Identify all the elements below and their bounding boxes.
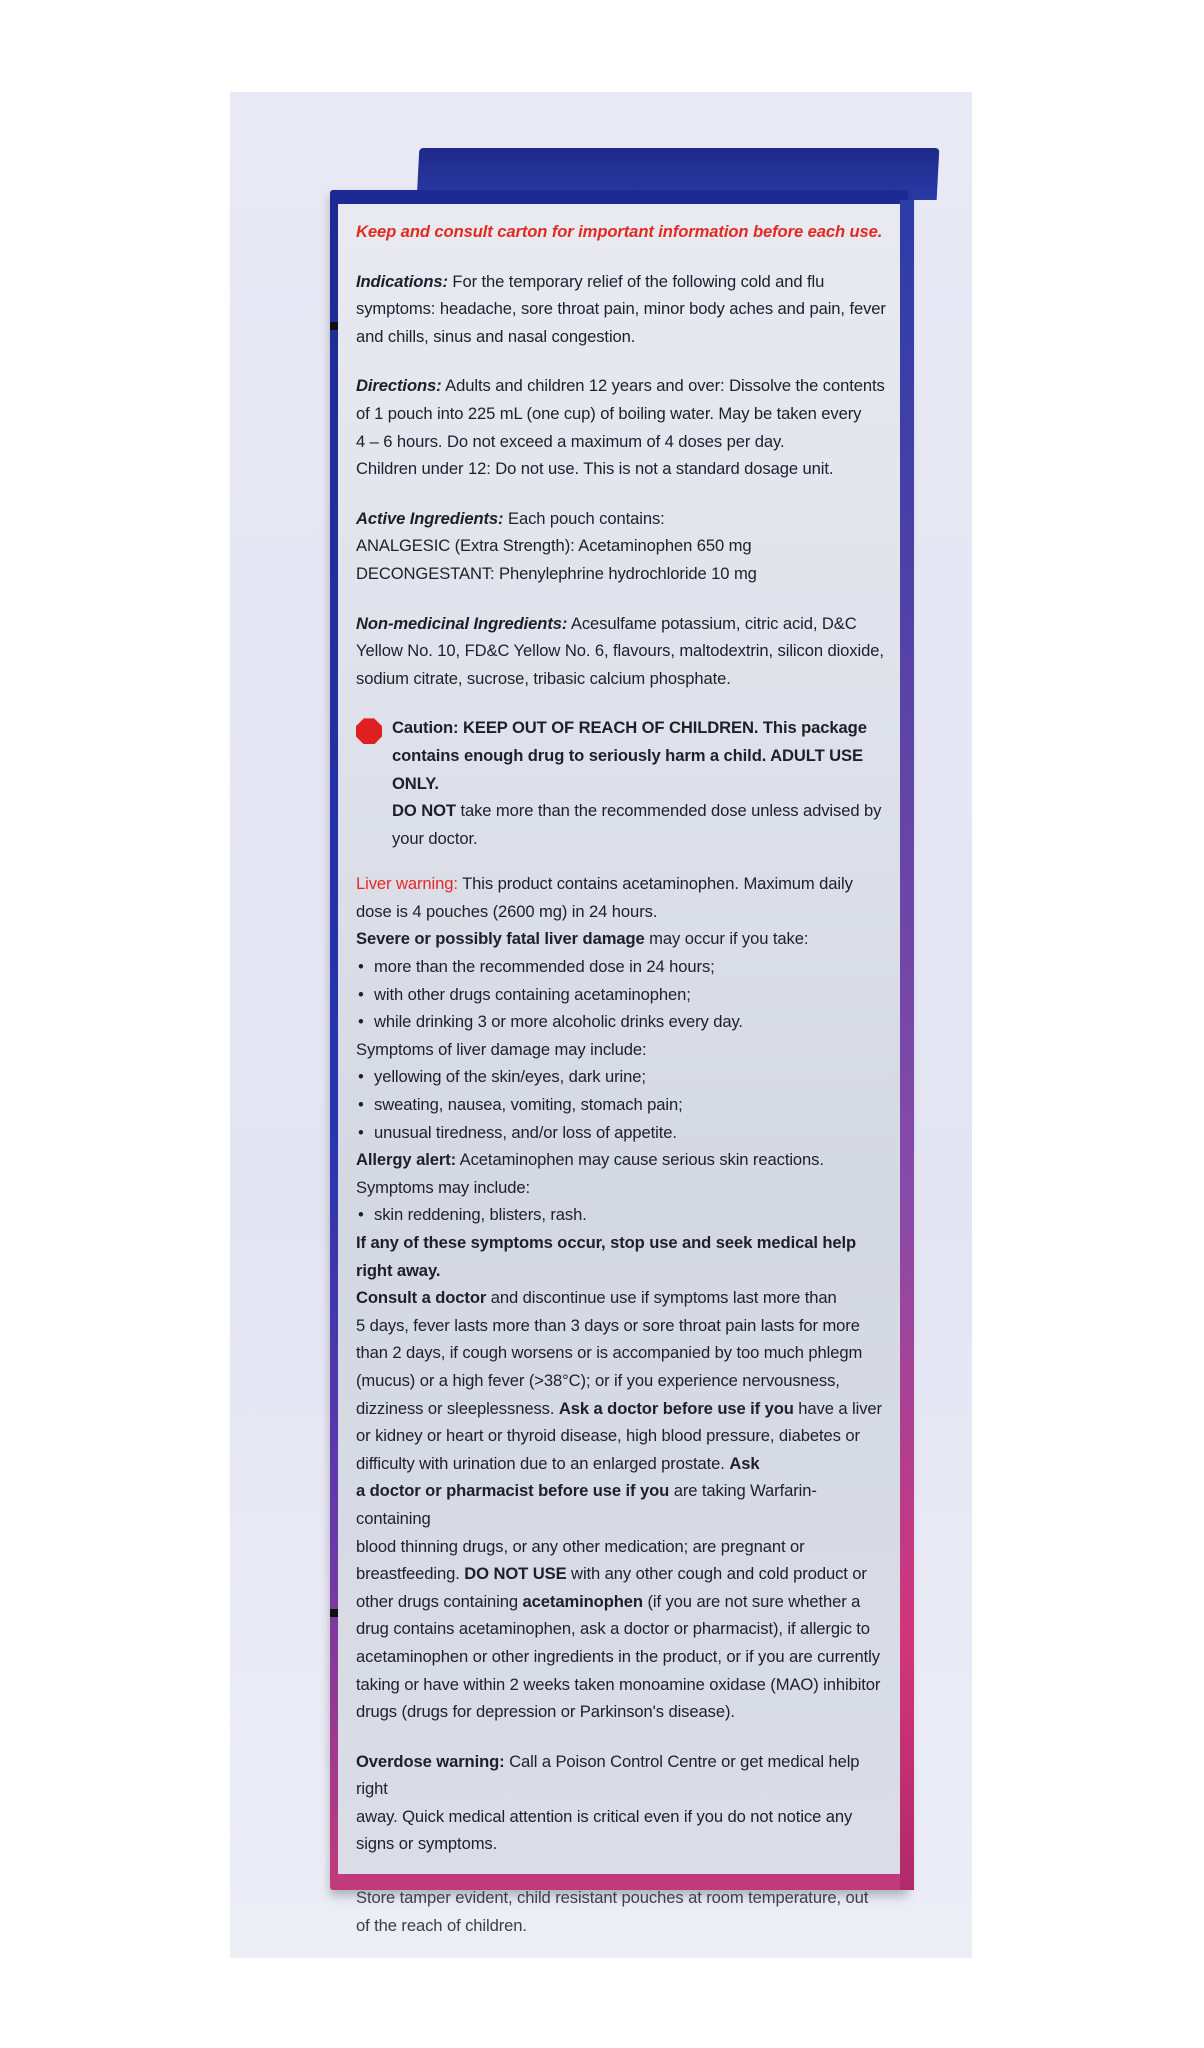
list-item: • sweating, nausea, vomiting, stomach pain; bbox=[356, 1091, 888, 1119]
allergy-alert-label: Allergy alert: bbox=[356, 1150, 457, 1170]
indications-label: Indications: bbox=[356, 271, 448, 291]
label-panel bbox=[338, 204, 900, 1935]
liver-warning-label: Liver warning: bbox=[356, 874, 458, 894]
list-item: • more than the recommended dose in 24 hours; bbox=[356, 953, 888, 981]
list-item: • unusual tiredness, and/or loss of appetite. bbox=[356, 1119, 888, 1147]
overdose-warning-label: Overdose warning: bbox=[356, 1751, 505, 1771]
list-item: • yellowing of the skin/eyes, dark urine; bbox=[356, 1063, 888, 1091]
storage-section: Store tamper evident, child resistant pouches at room temperature, out of the reach of children. bbox=[356, 1888, 869, 1935]
caution-section: Caution: KEEP OUT OF REACH OF CHILDREN. This package contains enough drug to seriously harm a child. ADULT USE ONLY. DO NOT take more than the recommended dose unless advised by your doctor. bbox=[356, 714, 888, 852]
list-item: • while drinking 3 or more alcoholic drinks every day. bbox=[356, 1008, 888, 1036]
active-ingredients-section: Active Ingredients: Each pouch contains: ANALGESIC (Extra Strength): Acetaminophen 650 mg DECONGESTANT: Phenylephrine hydrochloride 10 mg bbox=[356, 508, 757, 583]
liver-warning-section: Liver warning: This product contains acetaminophen. Maximum daily dose is 4 pouches (2600 mg) in 24 hours. Severe or possibly fatal liver damage may occur if you take: • more than the recommended dose in 24 hours; • with other drugs containing acetaminophen; • while drinking 3 or more alcoholic drinks every day. Symptoms of liver damage may include: • yellowing of the skin/eyes, dark urine; • sweating, nausea, vomiting, stomach pain; • unusual tiredness, and/or loss of appetite. Allergy alert: Acetaminophen may cause serious skin reactions. Symptoms may include: • skin reddening, blisters, rash. If any of these symptoms occur, stop use and seek medical help right away. Consult a doctor and discontinue use if symptoms last more than 5 days, fever lasts more than 3 days or sore throat pain lasts for more than 2 days, if cough worsens or is accompanied by too much phlegm (mucus) or a high fever (>38°C); or if you experience nervousness, dizziness or sleeplessness. Ask a doctor before use if you have a liver or kidney or heart or thyroid disease, high blood pressure, diabetes or difficulty with urination due to an enlarged prostate. Ask a doctor or pharmacist before use if you are taking Warfarin-containing blood thinning drugs, or any other medication; are pregnant or breastfeeding. DO NOT USE with any other cough and cold product or other drugs containing acetaminophen (if you are not sure whether a drug contains acetaminophen, ask a doctor or pharmacist), if allergic to acetaminophen or other ingredients in the product, or if you are currently taking or have within 2 weeks taken monoamine oxidase (MAO) inhibitor drugs (drugs for depression or Parkinson's disease). bbox=[356, 870, 888, 1725]
list-item: • with other drugs containing acetaminophen; bbox=[356, 981, 888, 1009]
non-medicinal-label: Non-medicinal Ingredients: bbox=[356, 613, 568, 633]
active-ingredients-label: Active Ingredients: bbox=[356, 508, 504, 528]
consult-doctor-label: Consult a doctor bbox=[356, 1288, 487, 1308]
non-medicinal-section: Non-medicinal Ingredients: Acesulfame potassium, citric acid, D&C Yellow No. 10, FD&C Yellow No. 6, flavours, maltodextrin, silicon dioxide, sodium citrate, sucrose, tribasic calcium phosphate. bbox=[356, 613, 884, 688]
directions-label: Directions: bbox=[356, 376, 442, 396]
indications-section: Indications: For the temporary relief of the following cold and flu symptoms: headache, sore throat pain, minor body aches and pain, fever and chills, sinus and nasal congestion. bbox=[356, 271, 886, 346]
consult-carton-notice: Keep and consult carton for important information before each use. bbox=[356, 222, 883, 241]
stop-use-notice: If any of these symptoms occur, stop use and seek medical help right away. bbox=[356, 1233, 857, 1280]
liver-symptom-list bbox=[356, 1063, 888, 1146]
carton-edge bbox=[900, 200, 914, 1890]
allergy-symptom-list bbox=[356, 1201, 888, 1229]
list-item: • skin reddening, blisters, rash. bbox=[356, 1201, 888, 1229]
liver-risk-list bbox=[356, 953, 888, 1036]
overdose-warning-section: Overdose warning: Call a Poison Control Centre or get medical help right away. Quick medical attention is critical even if you do not notice any signs or symptoms. bbox=[356, 1751, 860, 1854]
stop-sign-icon bbox=[356, 718, 382, 744]
directions-section: Directions: Adults and children 12 years and over: Dissolve the contents of 1 pouch into 225 mL (one cup) of boiling water. May be taken every 4 – 6 hours. Do not exceed a maximum of 4 doses per day. Children under 12: Do not use. This is not a standard dosage unit. bbox=[356, 376, 885, 479]
